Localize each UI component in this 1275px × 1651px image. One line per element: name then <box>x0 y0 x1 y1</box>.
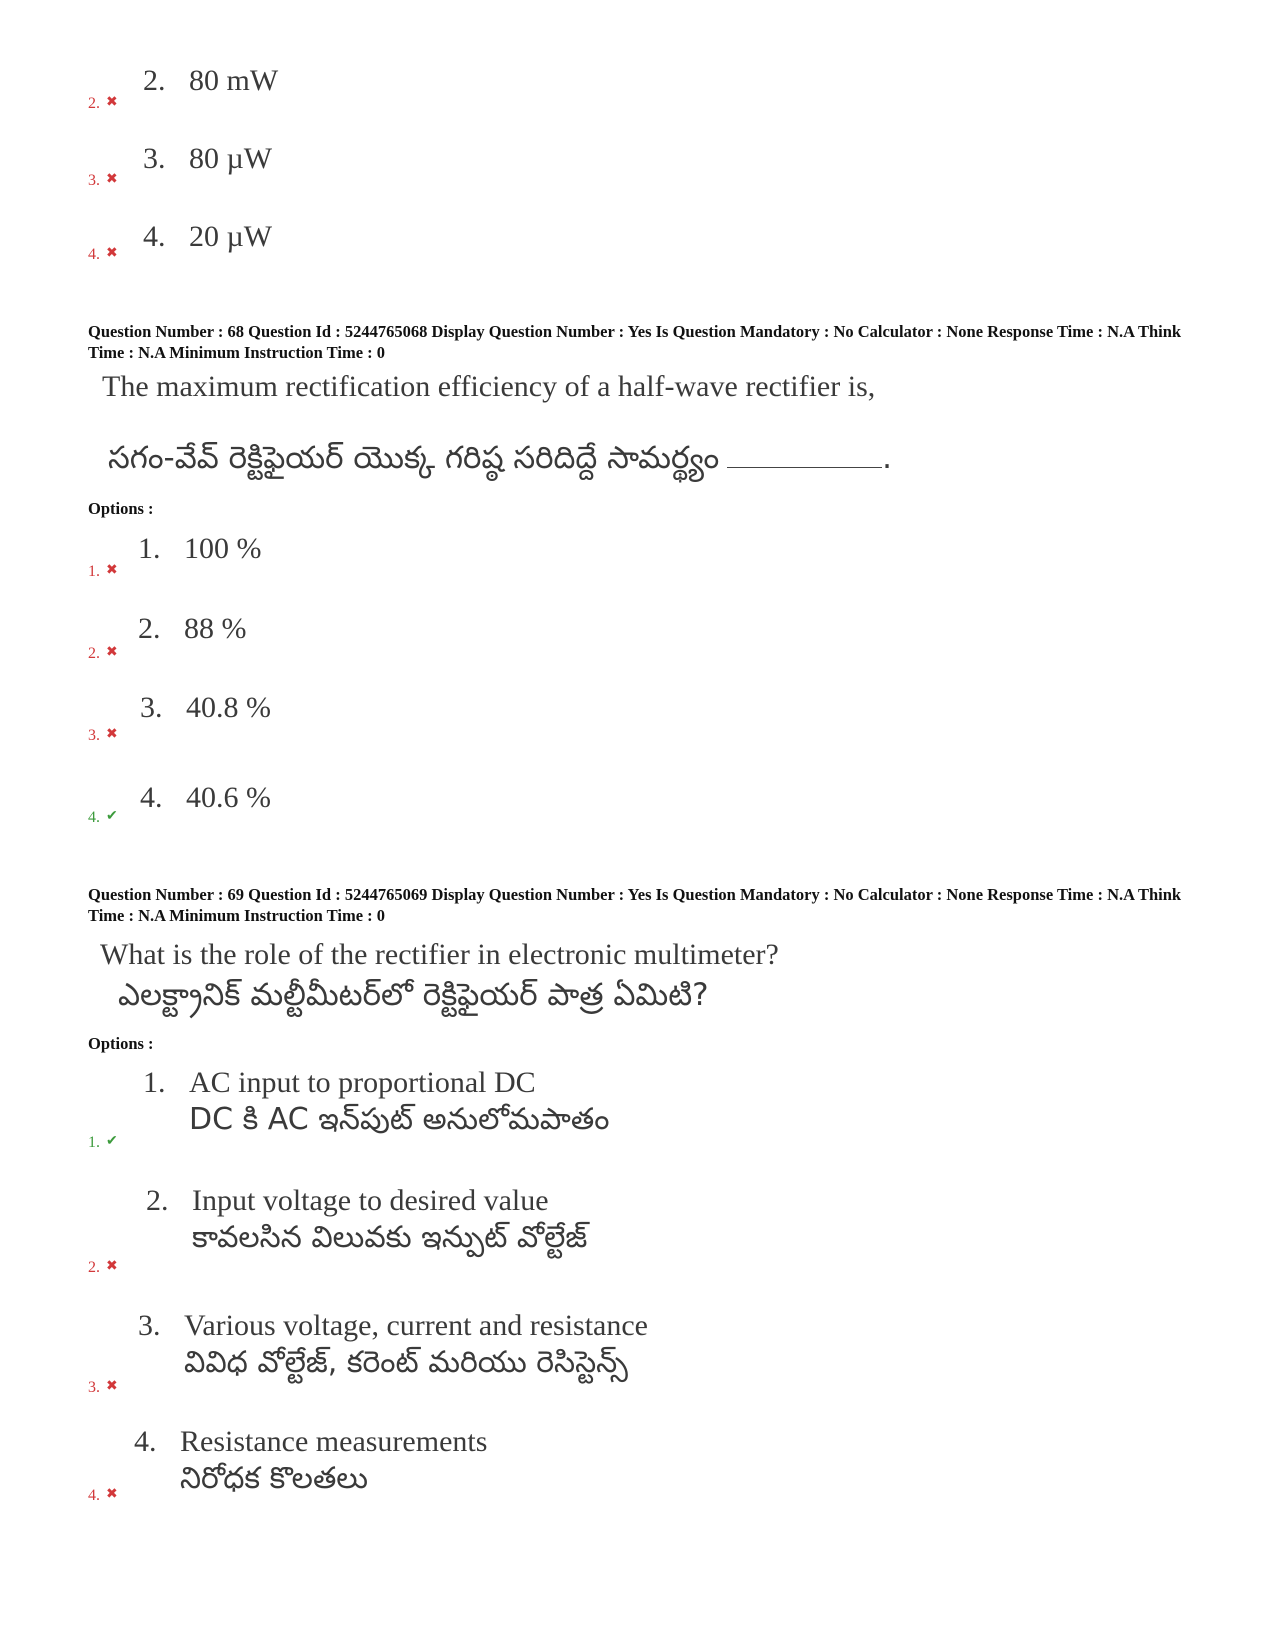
option-text: 3. 80 µW <box>143 142 273 175</box>
option-marker: 4. ✔ <box>88 809 118 826</box>
option-text: 4. 20 µW <box>143 220 273 253</box>
option-marker: 2. ✖ <box>88 1259 118 1276</box>
option-marker: 3. ✖ <box>88 1379 118 1396</box>
option-text: 2. Input voltage to desired value కావలసిన విలువకు ఇన్పుట్ వోల్టేజ్ <box>146 1184 588 1255</box>
question-text-en: What is the role of the rectifier in electronic multimeter? <box>100 938 779 971</box>
option-marker: 4. ✖ <box>88 1487 118 1504</box>
question-text-te: ఎలక్ట్రానిక్ మల్టీమీటర్‌లో రెక్టిఫైయర్ పాత్ర ఏమిటి? <box>118 977 709 1013</box>
options-label: Options : <box>88 499 154 518</box>
option-text: 2. 88 % <box>138 612 247 645</box>
options-label: Options : <box>88 1034 154 1053</box>
option-text: 4. Resistance measurements నిరోధక కొలతలు <box>134 1425 488 1496</box>
option-marker: 2. ✖ <box>88 645 118 662</box>
option-text: 1. 100 % <box>138 532 262 565</box>
option-text: 2. 80 mW <box>143 64 279 97</box>
cross-icon: ✖ <box>106 1379 118 1394</box>
cross-icon: ✖ <box>106 1259 118 1274</box>
option-text: 1. AC input to proportional DC DC కి AC ఇన్‌పుట్ అనులోమపాతం <box>143 1066 610 1137</box>
cross-icon: ✖ <box>106 246 118 261</box>
question-meta: Question Number : 69 Question Id : 5244765069 Display Question Number : Yes Is Question Mandatory : No Calculator : None Response Time : N.A Think Time : N.A Minimum Instruction Time : 0 <box>88 885 1182 925</box>
question-text-en: The maximum rectification efficiency of a half-wave rectifier is, <box>102 370 876 403</box>
option-marker: 4. ✖ <box>88 246 118 263</box>
cross-icon: ✖ <box>106 645 118 660</box>
option-text: 3. 40.8 % <box>140 691 271 724</box>
answer-blank <box>727 441 882 468</box>
option-text: 4. 40.6 % <box>140 781 271 814</box>
option-marker: 2. ✖ <box>88 95 118 112</box>
cross-icon: ✖ <box>106 172 118 187</box>
cross-icon: ✖ <box>106 563 118 578</box>
option-marker: 3. ✖ <box>88 172 118 189</box>
cross-icon: ✖ <box>106 95 118 110</box>
question-meta: Question Number : 68 Question Id : 5244765068 Display Question Number : Yes Is Question Mandatory : No Calculator : None Response Time : N.A Think Time : N.A Minimum Instruction Time : 0 <box>88 322 1182 362</box>
cross-icon: ✖ <box>106 1487 118 1502</box>
question-text-te: సగం-వేవ్ రెక్టిఫైయర్ యొక్క గరిష్ఠ సరిదిద్దే సామర్థ్యం . <box>108 440 893 476</box>
option-marker: 1. ✔ <box>88 1134 118 1151</box>
check-icon: ✔ <box>106 809 118 824</box>
option-marker: 3. ✖ <box>88 727 118 744</box>
cross-icon: ✖ <box>106 727 118 742</box>
option-marker: 1. ✖ <box>88 563 118 580</box>
check-icon: ✔ <box>106 1134 118 1149</box>
option-text: 3. Various voltage, current and resistance వివిధ వోల్టేజ్, కరెంట్ మరియు రెసిస్టెన్స్ <box>138 1309 648 1380</box>
